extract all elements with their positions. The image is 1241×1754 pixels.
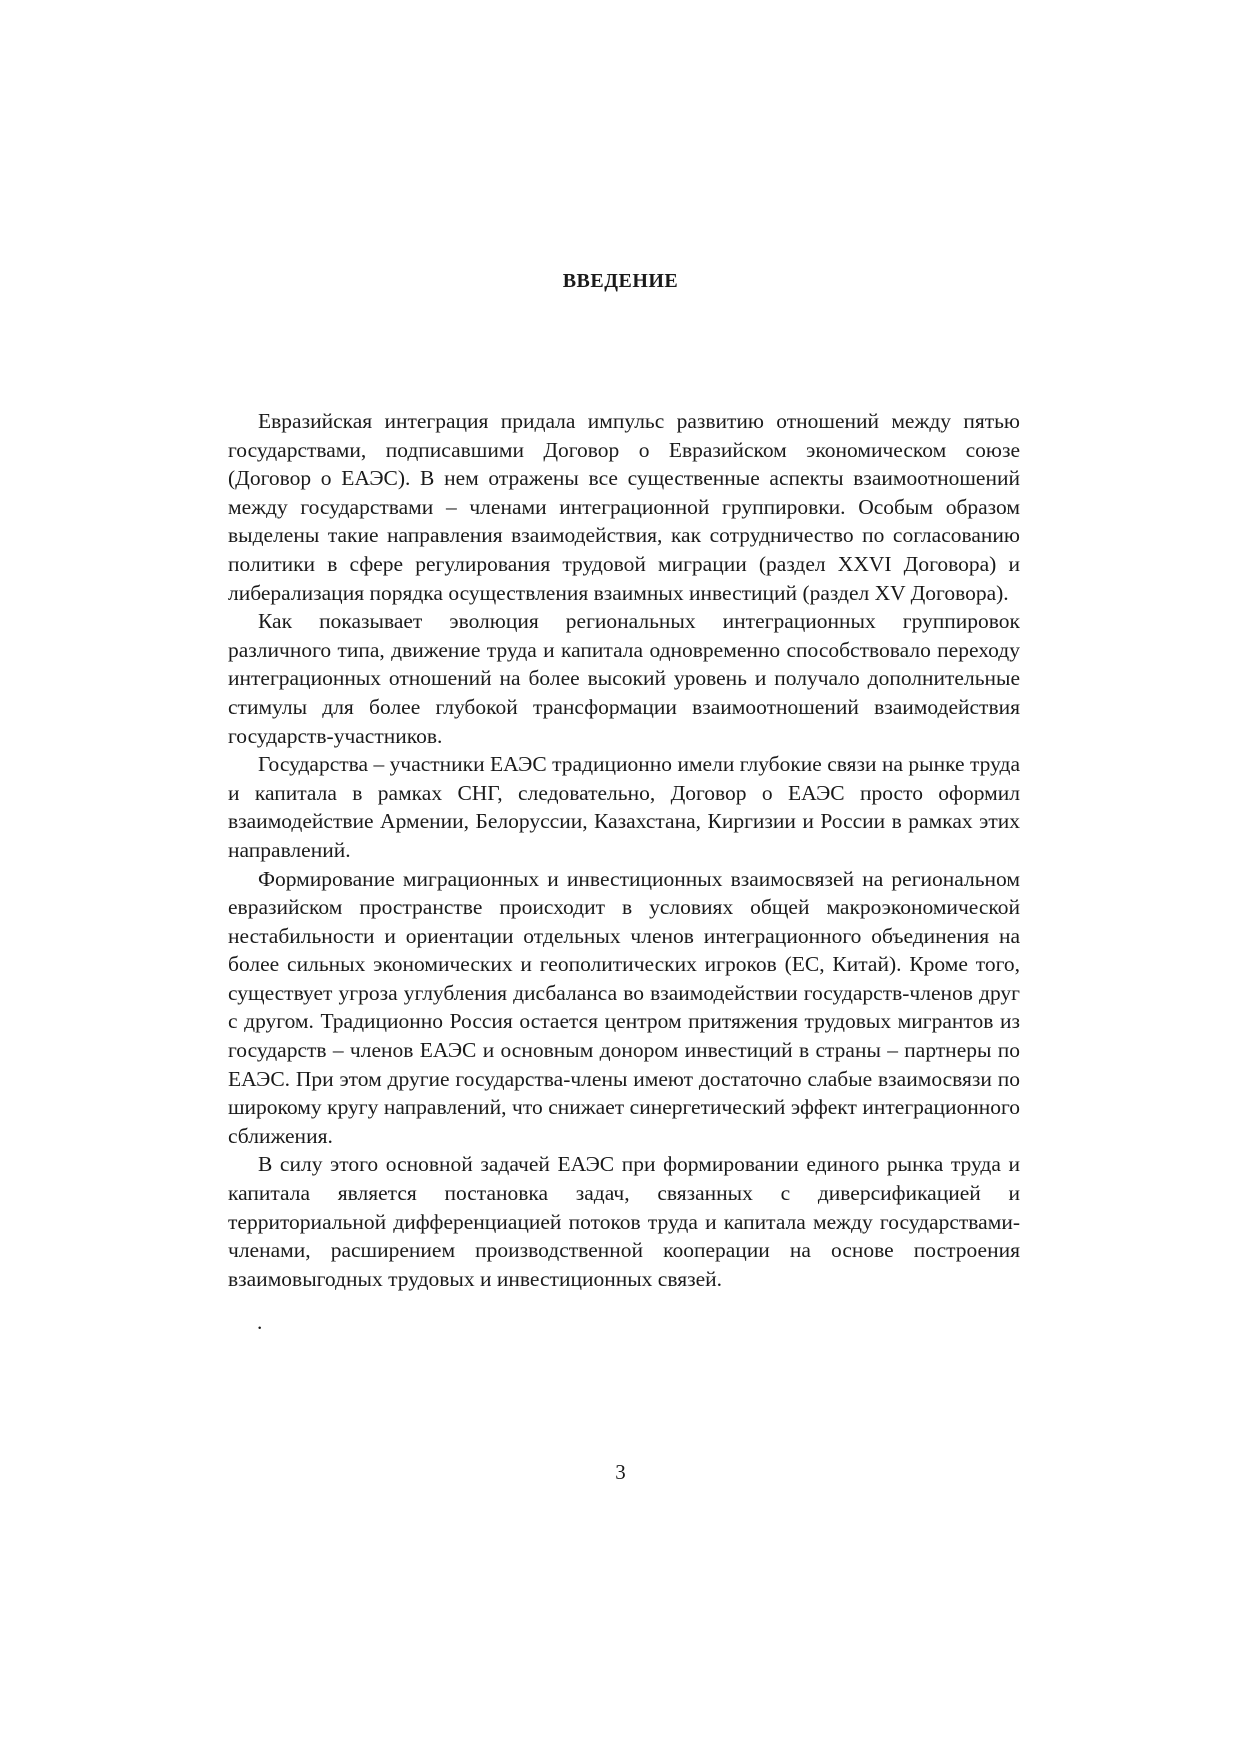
page-title: ВВЕДЕНИЕ — [562, 270, 679, 292]
paragraph-2: Как показывает эволюция региональных интеграционных группировок различного типа, движение труда и капитала одновременно способствовало переходу интеграционных отношений на более высокий уровень и получало дополнительные стимулы для более глубокой трансформации взаимоотношений взаимодействия государств-участников. — [228, 609, 1020, 748]
page-number: 3 — [615, 1460, 626, 1484]
body-text — [228, 407, 1020, 1293]
paragraph-3: Государства – участники ЕАЭС традиционно имели глубокие связи на рынке труда и капитала в рамках СНГ, следовательно, Договор о ЕАЭС просто оформил взаимодействие Армении, Белоруссии, Казахстана, Киргизии и России в рамках этих направлений. — [228, 752, 1020, 862]
stray-mark: . — [257, 1310, 263, 1334]
paragraph-1: Евразийская интеграция придала импульс развитию отношений между пятью государствами, подписавшими Договор о Евразийском экономическом союзе (Договор о ЕАЭС). В нем отражены все существенные аспекты взаимоотношений между государствами – членами интеграционной группировки. Особым образом выделены такие направления взаимодействия, как сотрудничество по согласованию политики в сфере регулирования трудовой миграции (раздел XXVI Договора) и либерализация порядка осуществления взаимных инвестиций (раздел XV Договора). — [228, 409, 1020, 605]
paragraph-4: Формирование миграционных и инвестиционных взаимосвязей на региональном евразийском пространстве происходит в условиях общей макроэкономической нестабильности и ориентации отдельных членов интеграционного объединения на более сильных экономических и геополитических игроков (ЕС, Китай). Кроме того, существует угроза углубления дисбаланса во взаимодействии государств-членов друг с другом. Традиционно Россия остается центром притяжения трудовых мигрантов из государств – членов ЕАЭС и основным донором инвестиций в страны – партнеры по ЕАЭС. При этом другие государства-члены имеют достаточно слабые взаимосвязи по широкому кругу направлений, что снижает синергетический эффект интеграционного сближения. — [228, 866, 1020, 1148]
paragraph-5: В силу этого основной задачей ЕАЭС при формировании единого рынка труда и капитала является постановка задач, связанных с диверсификацией и территориальной дифференциацией потоков труда и капитала между государствами-членами, расширением производственной кооперации на основе построения взаимовыгодных трудовых и инвестиционных связей. — [228, 1152, 1020, 1291]
